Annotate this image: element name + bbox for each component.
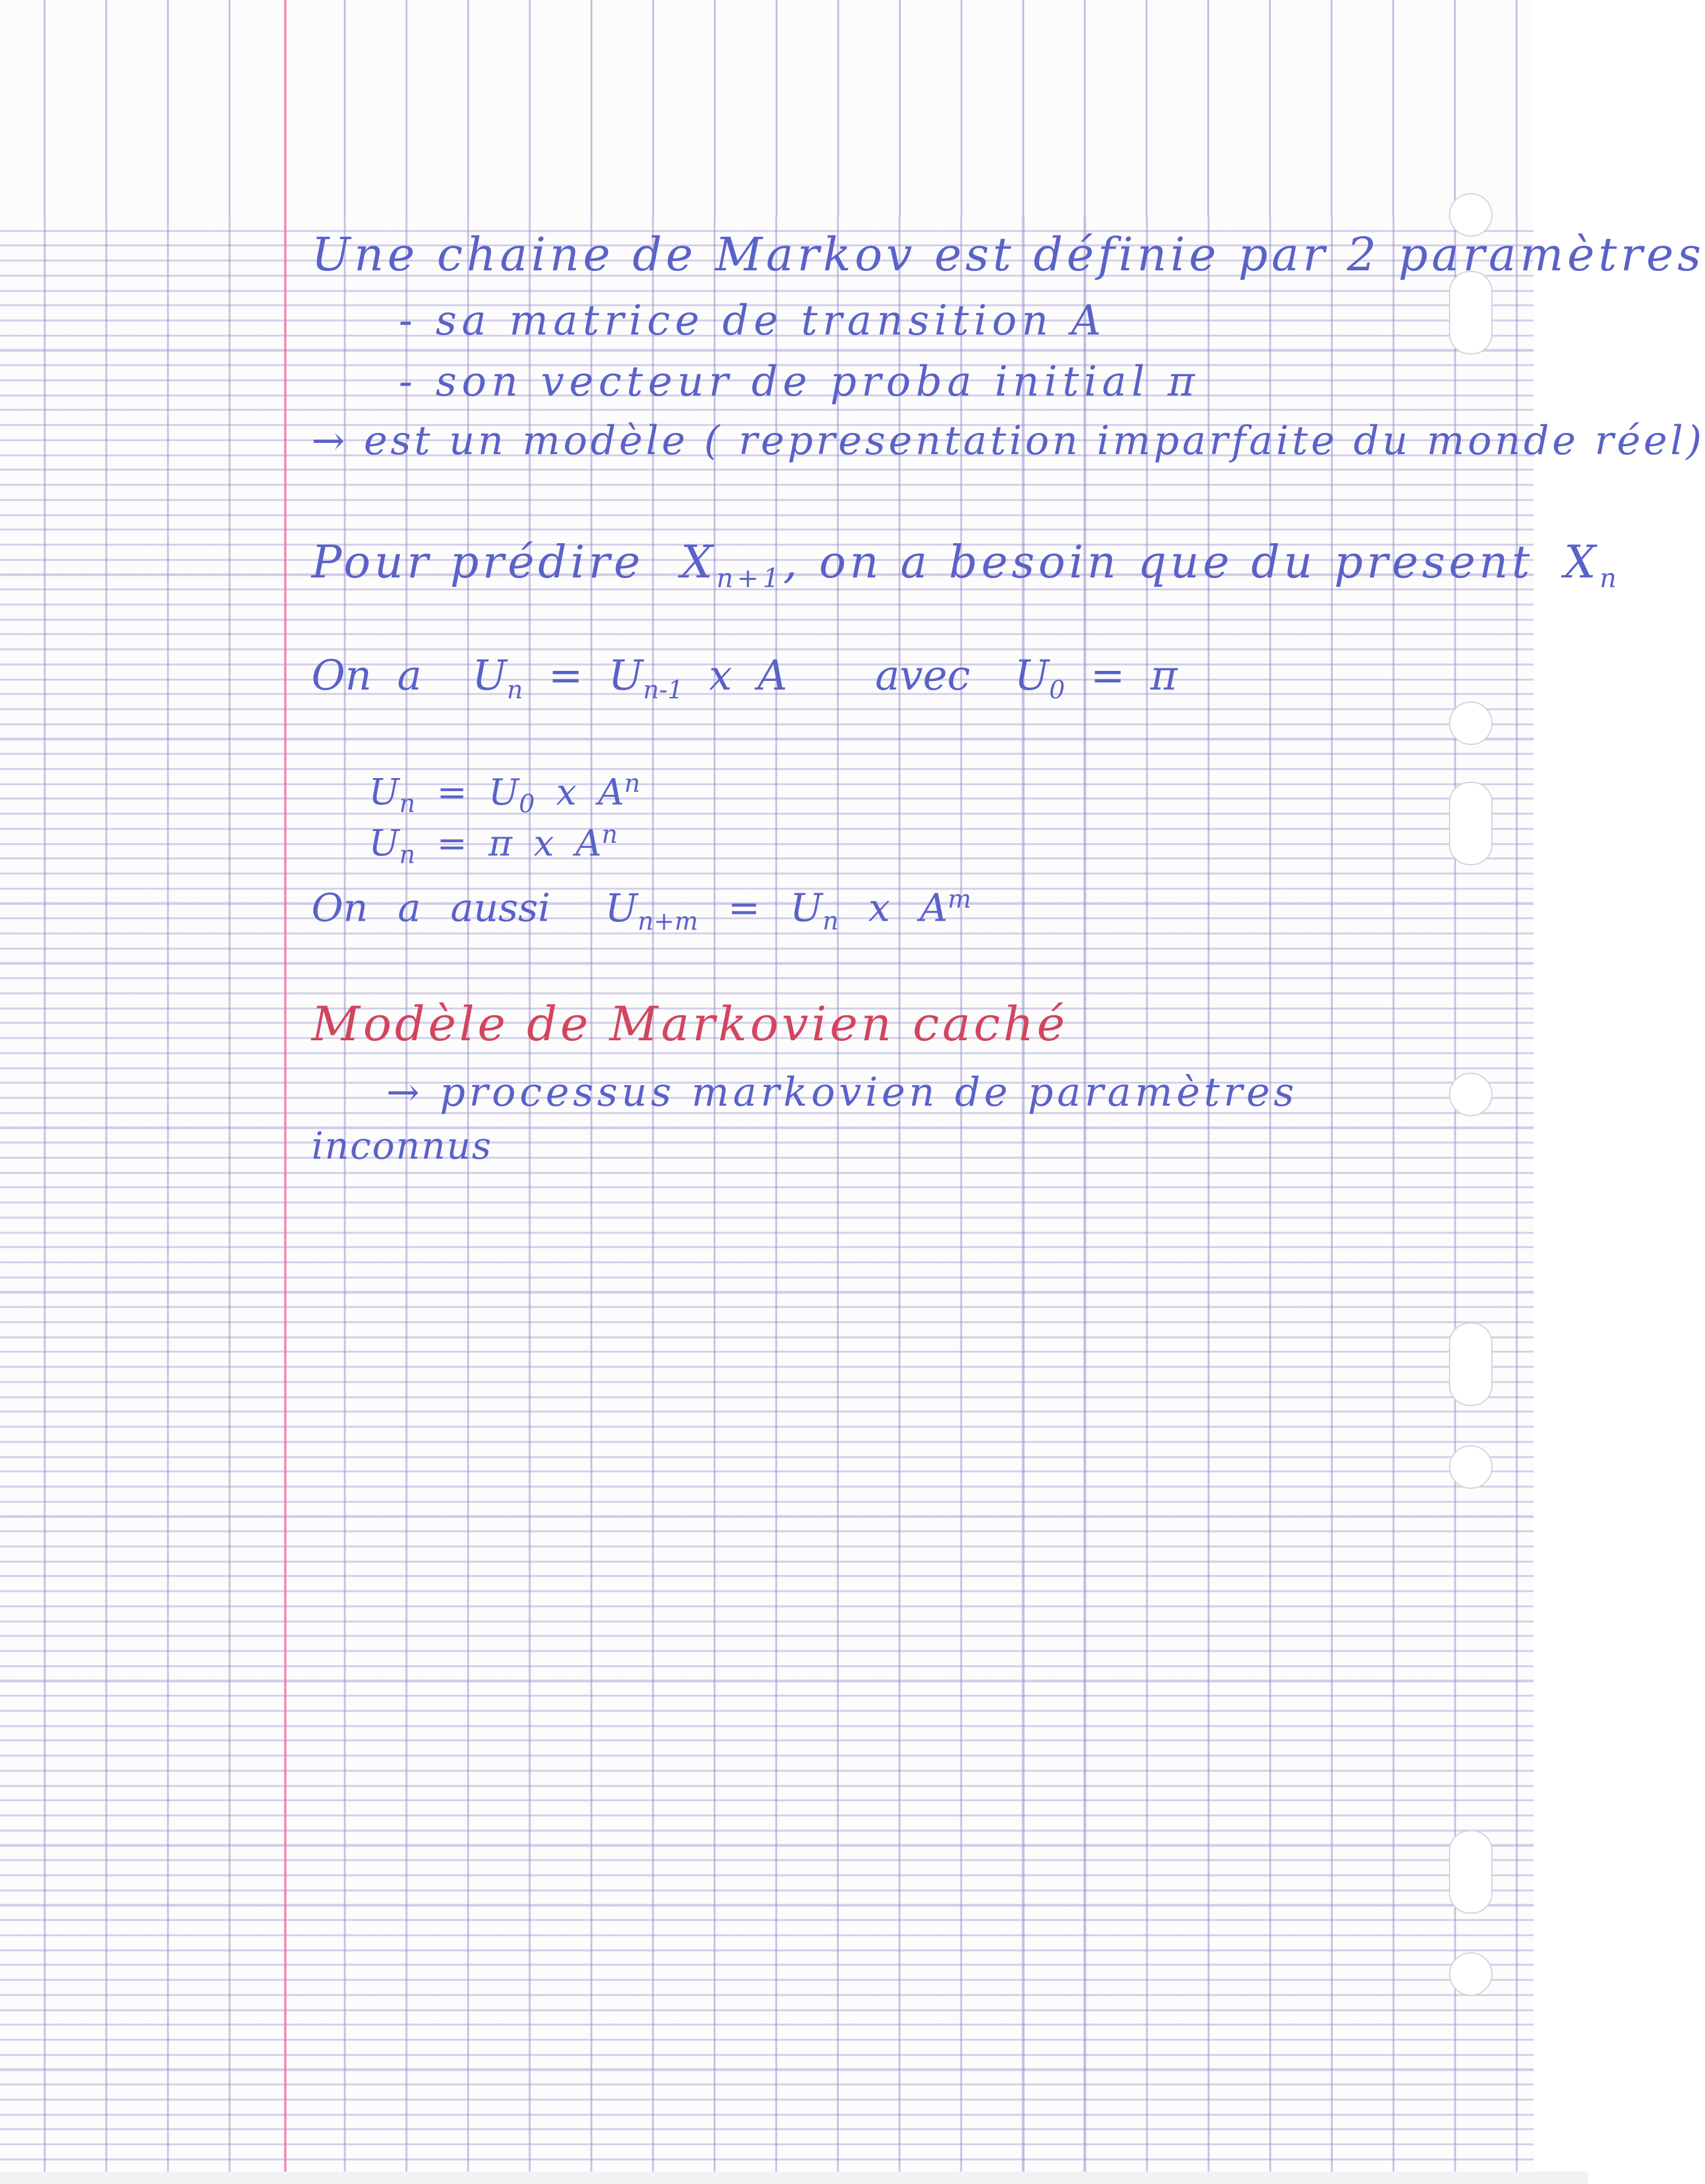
predict-var: $X_{n+1}$: [680, 536, 783, 594]
binder-hole-slot: [1449, 271, 1493, 354]
equation-recurrence: On a $U_n = U_{n-1}$ x A avec $U_0 = \pi$: [311, 652, 1178, 705]
binder-hole-slot: [1449, 1830, 1493, 1914]
binder-hole-round: [1449, 1445, 1493, 1489]
note-param-vector: - son vecteur de proba initial π: [399, 358, 1200, 406]
sheet-header-area: [0, 0, 1534, 217]
binder-hole-slot: [1449, 1322, 1493, 1406]
note-param-matrix: - sa matrice de transition A: [399, 297, 1106, 344]
note-hmm-desc-cont: inconnus: [311, 1124, 493, 1168]
binder-hole-round: [1449, 1073, 1493, 1116]
present-var: $X_n$: [1564, 536, 1620, 594]
binder-hole-round: [1449, 1952, 1493, 1996]
binder-hole-round: [1449, 701, 1493, 745]
note-hmm-desc: → processus markovien de paramètres: [386, 1070, 1298, 1116]
equation-shift: On a aussi $U_{n+m} = U_n$ x $A^m$: [311, 885, 972, 936]
equation-power-u0: $U_n = U_0$ x $A^n$: [369, 769, 640, 819]
note-model: → est un modèle ( representation imparfaite du monde réel): [311, 418, 1705, 464]
binder-hole-slot: [1449, 782, 1493, 865]
scanner-bottom-edge: [0, 2172, 1588, 2184]
note-predict: [311, 536, 1620, 594]
margin-line: [284, 0, 287, 2184]
predict-prefix: Pour prédire: [311, 536, 644, 588]
equation-power-pi: $U_n = \pi$ x $A^n$: [369, 820, 618, 870]
note-markov-intro: Une chaine de Markov est définie par 2 paramètres: [311, 228, 1705, 282]
heading-hmm: Modèle de Markovien caché: [311, 996, 1068, 1052]
predict-suffix: , on a besoin que du present: [782, 536, 1534, 588]
